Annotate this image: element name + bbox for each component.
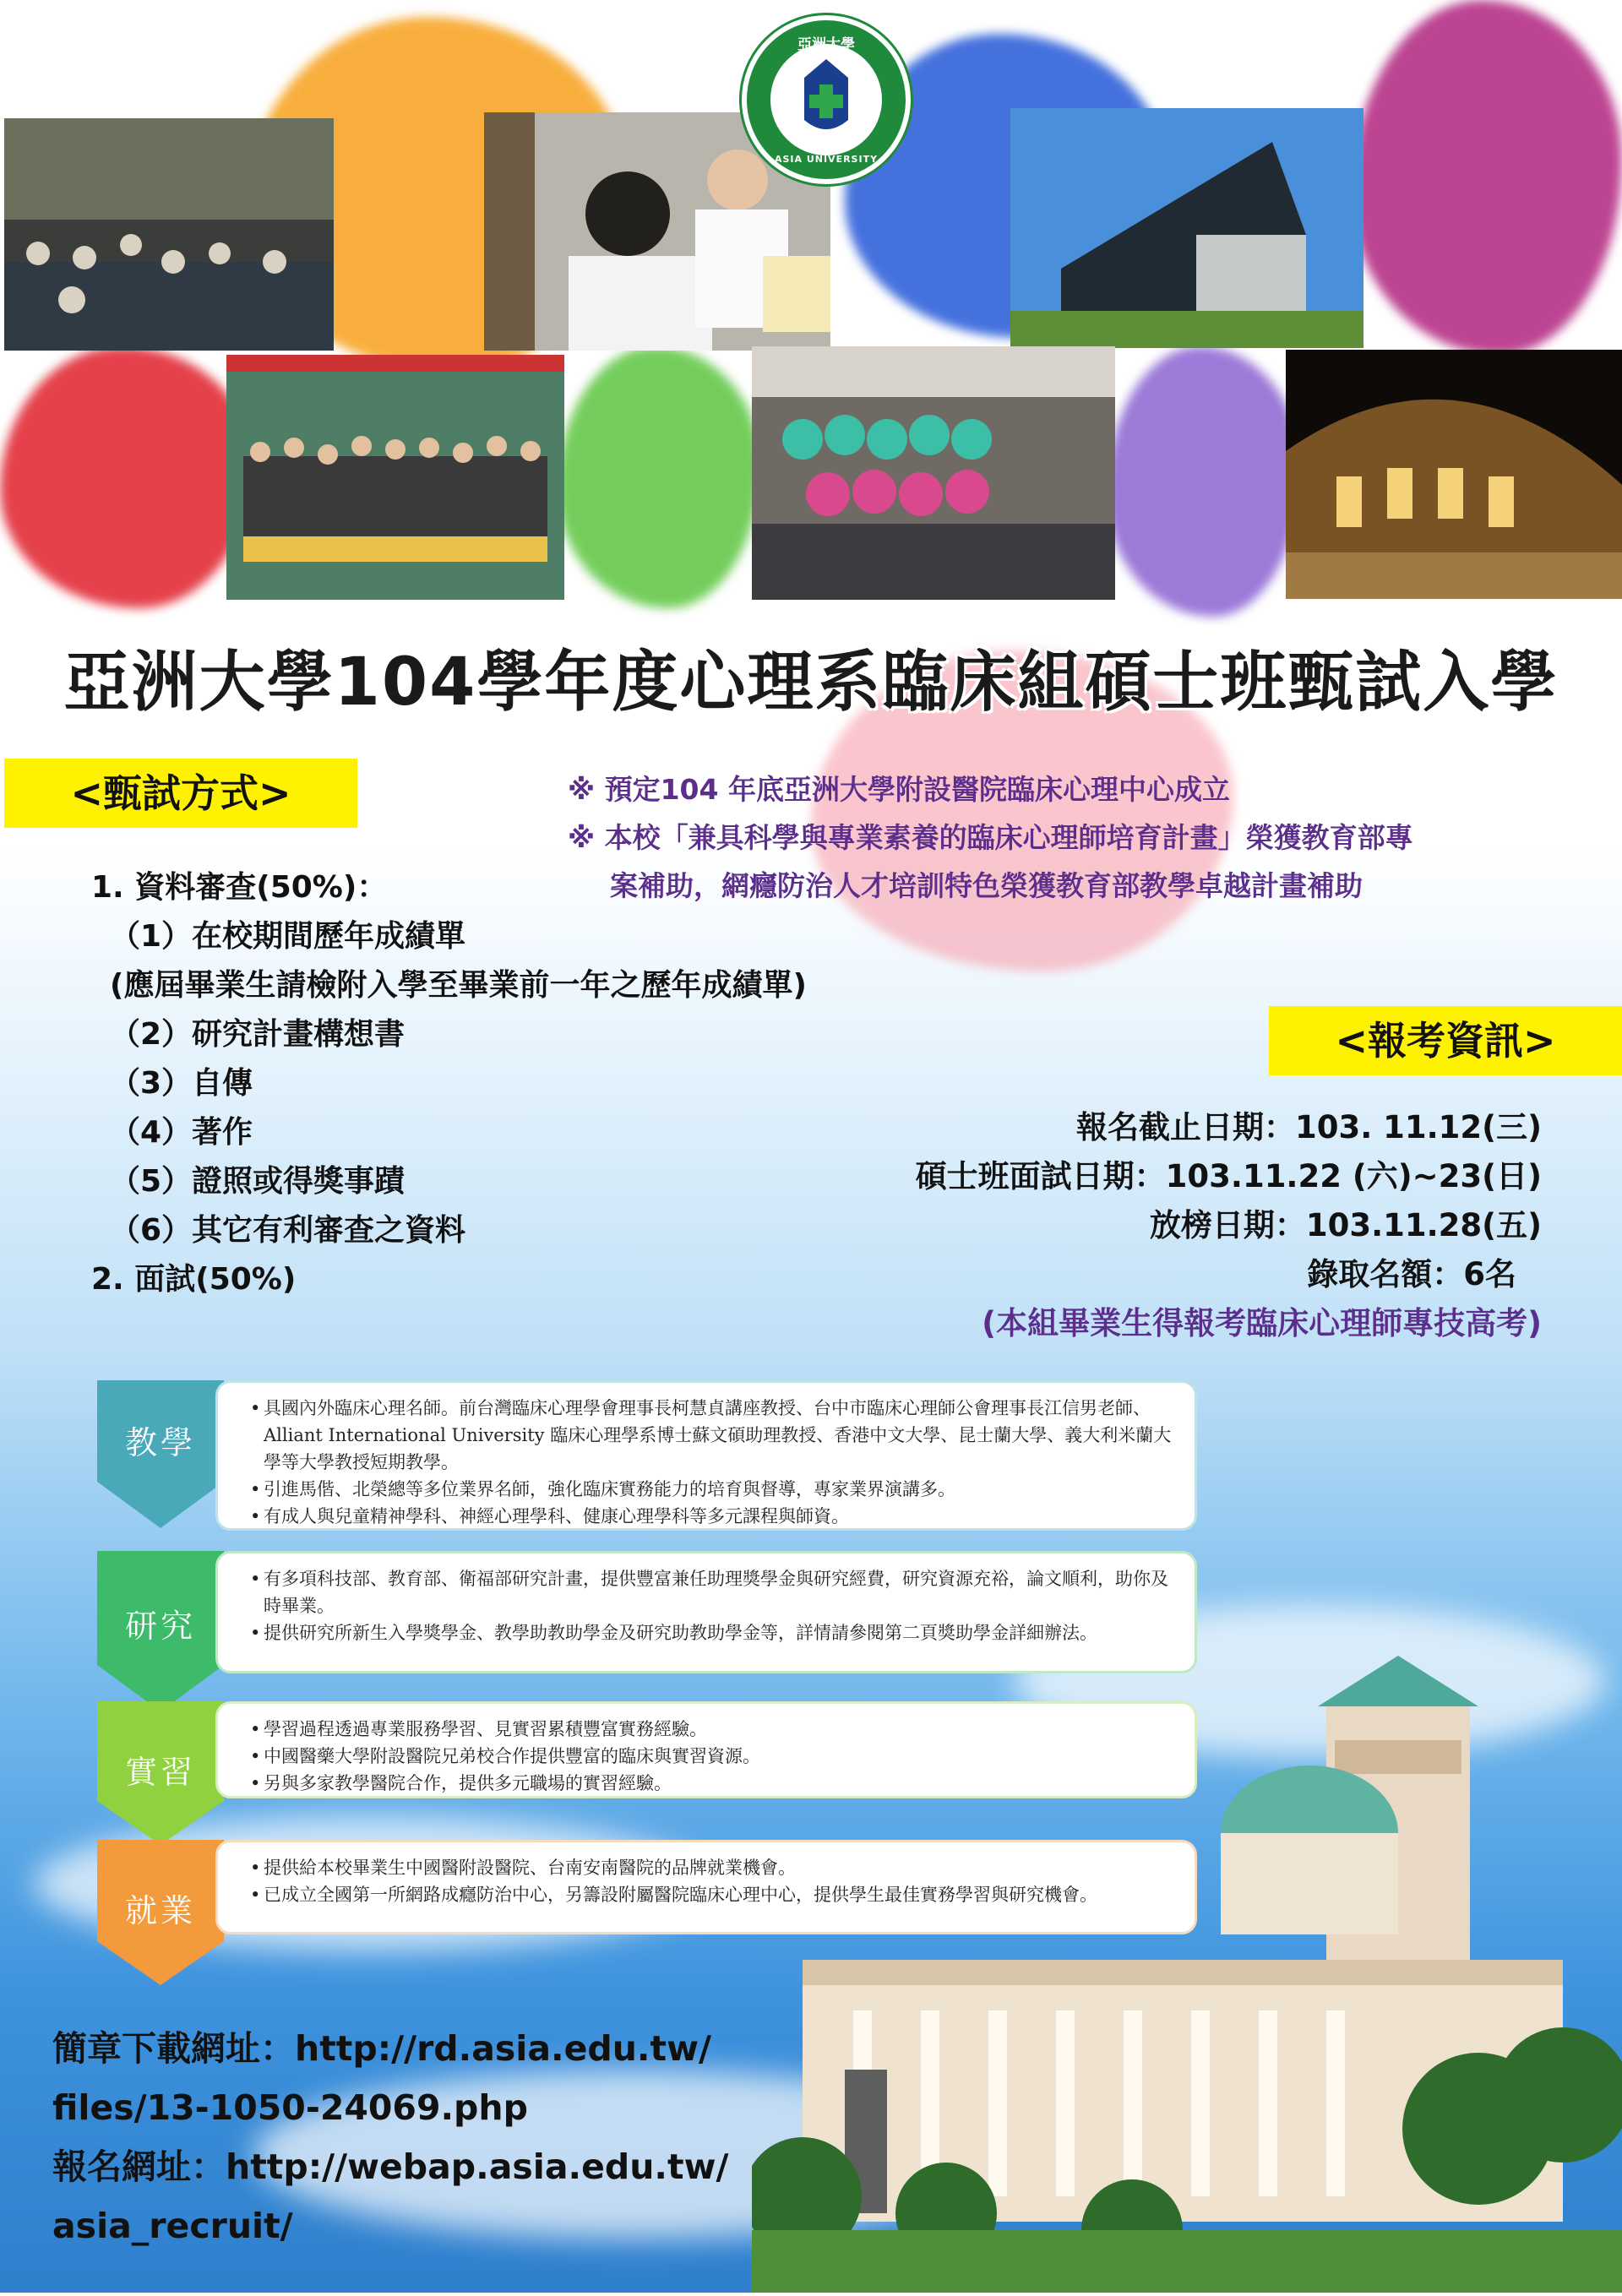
green-splash [558, 346, 760, 608]
section-content [215, 1380, 1197, 1531]
section-label: 研究 [124, 1607, 196, 1645]
method-item: （4）著作 [110, 1115, 253, 1150]
section-item: • 已成立全國第一所網路成癮防治中心，另籌設附屬醫院臨床心理中心，提供學生最佳實務學習與研究機會。 [250, 1881, 1178, 1908]
notes-block [568, 765, 1539, 910]
section-label: 教學 [124, 1423, 196, 1461]
section-item: • 中國醫藥大學附設醫院兄弟校合作提供豐富的臨床與實習資源。 [250, 1743, 1178, 1770]
section-label: 就業 [124, 1891, 196, 1929]
section-item: • 提供給本校畢業生中國醫附設醫院、台南安南醫院的品牌就業機會。 [250, 1854, 1178, 1881]
brochure-url-cont[interactable]: files/13-1050-24069.php [52, 2087, 528, 2128]
links-block [52, 2019, 728, 2255]
method-item: （3）自傳 [110, 1066, 253, 1101]
section-item: • 學習過程透過專業服務學習、見實習累積豐富實務經驗。 [250, 1716, 1178, 1743]
section-item: • 提供研究所新生入學獎學金、教學助教助學金及研究助教助學金等，詳情請參閱第二頁獎助學金詳細辦法。 [250, 1619, 1178, 1646]
group-photo [226, 355, 564, 600]
method-item: (應屆畢業生請檢附入學至畢業前一年之歷年成績單) [110, 968, 807, 1003]
method-item: （5）證照或得獎事蹟 [110, 1164, 406, 1199]
section-item: • 引進馬偕、北榮總等多位業界名師，強化臨床實務能力的培育與督導，專家業界演講多。 [250, 1476, 1178, 1503]
logo-text-bottom: ASIA UNIVERSITY [774, 154, 879, 165]
red-splash [0, 346, 253, 608]
brochure-url[interactable]: 簡章下載網址：http://rd.asia.edu.tw/ [52, 2028, 711, 2069]
method-item: （1）在校期間歷年成績單 [110, 919, 466, 954]
note-line: ※ 本校「兼具科學與專業素養的臨床心理師培育計畫」榮獲教育部專 [568, 821, 1413, 854]
building-photo [1010, 108, 1363, 348]
registration-label: <報考資訊> [1269, 1006, 1622, 1075]
section-item: • 具國內外臨床心理名師。前台灣臨床心理學會理事長柯慧貞講座教授、台中市臨床心理師公會理事長江信男老師、Alliant International University 臨床心理學系博士蘇文碩助理教授、香港中文大學、昆士蘭大學、義大利米蘭大學等大學教授短期教學。 [250, 1395, 1178, 1476]
interview-date-text: 碩士班面試日期：103.11.22 (六)~23(日) [915, 1158, 1542, 1194]
section-label: 實習 [124, 1753, 196, 1791]
magenta-splash [1352, 0, 1622, 355]
campus-building-image [752, 1656, 1622, 2293]
event-photo [752, 346, 1115, 600]
night-building-photo [1286, 350, 1622, 599]
asia-university-logo [742, 15, 911, 184]
quota-text: 錄取名額：6名 [1307, 1256, 1516, 1292]
violet-splash [1107, 346, 1301, 617]
logo-text-top: 亞洲大學 [797, 36, 855, 53]
method-list [91, 863, 807, 1304]
registration-note: (本組畢業生得報考臨床心理師專技高考) [982, 1305, 1542, 1341]
section-item: • 有多項科技部、教育部、衛福部研究計畫，提供豐富兼任助理獎學金與研究經費，研究資源充裕，論文順利，助你及時畢業。 [250, 1565, 1178, 1619]
method-item: 1. 資料審查(50%)： [91, 870, 388, 905]
note-line: 案補助，網癮防治人才培訓特色榮獲教育部教學卓越計畫補助 [610, 869, 1363, 902]
page-title: 亞洲大學104學年度心理系臨床組碩士班甄試入學 [63, 645, 1559, 721]
method-item: （2）研究計畫構想書 [110, 1017, 406, 1052]
basketball-photo [4, 118, 334, 351]
note-line: ※ 預定104 年底亞洲大學附設醫院臨床心理中心成立 [568, 773, 1230, 806]
section-item: • 有成人與兒童精神學科、神經心理學科、健康心理學科等多元課程與師資。 [250, 1503, 1178, 1530]
section-item: • 另與多家教學醫院合作，提供多元職場的實習經驗。 [250, 1770, 1178, 1797]
registration-info [760, 1103, 1542, 1348]
signup-url-cont[interactable]: asia_recruit/ [52, 2206, 293, 2246]
signup-url[interactable]: 報名網址：http://webap.asia.edu.tw/ [52, 2146, 729, 2187]
method-item: 2. 面試(50%) [91, 1262, 297, 1297]
method-label: <甄試方式> [4, 759, 357, 828]
announce-date-text: 放榜日期：103.11.28(五) [1149, 1207, 1542, 1243]
method-item: （6）其它有利審查之資料 [110, 1213, 466, 1248]
deadline-text: 報名截止日期：103. 11.12(三) [1075, 1109, 1542, 1145]
